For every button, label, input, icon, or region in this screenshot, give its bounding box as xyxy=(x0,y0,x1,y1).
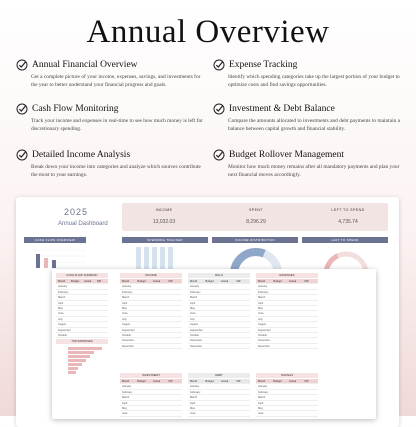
column-header: Month xyxy=(58,280,66,283)
feature-head xyxy=(16,59,206,71)
column-header: Diff xyxy=(97,280,101,283)
column-header: Month xyxy=(258,380,266,383)
sheet-table xyxy=(120,379,182,417)
column-header: Actual xyxy=(153,280,161,283)
month-cell: February xyxy=(258,290,269,294)
month-cell: February xyxy=(122,290,133,294)
column-header: Month xyxy=(190,280,198,283)
stat-value: 13,032.03 xyxy=(152,219,176,225)
top-expense-bar xyxy=(68,363,82,366)
stat-left-to-spend xyxy=(308,203,388,225)
month-cell: July xyxy=(190,317,195,321)
month-cell: March xyxy=(122,296,130,300)
month-cell: February xyxy=(258,390,269,394)
sheet-table xyxy=(188,279,250,349)
check-circle-icon xyxy=(16,103,28,115)
sheet-table xyxy=(188,379,250,417)
month-cell: June xyxy=(122,412,128,416)
spreadsheet-preview xyxy=(52,269,376,419)
feature-head xyxy=(16,103,206,115)
feature-item xyxy=(213,149,403,179)
month-cell: June xyxy=(122,312,128,316)
sheet-section-title: DEBT xyxy=(188,373,250,378)
feature-title: Annual Financial Overview xyxy=(32,60,138,70)
column-header: Diff xyxy=(168,380,173,383)
sheet-table xyxy=(256,379,318,417)
sheet-section-title: INCOME xyxy=(120,273,182,278)
month-cell: January xyxy=(122,385,132,389)
month-cell: April xyxy=(258,401,264,405)
feature-title: Cash Flow Monitoring xyxy=(32,104,119,114)
month-cell: August xyxy=(258,323,267,327)
page-title: Annual Overview xyxy=(86,14,330,50)
feature-head xyxy=(213,103,403,115)
month-cell: December xyxy=(190,344,202,348)
column-header: Month xyxy=(122,280,130,283)
month-cell: June xyxy=(258,412,264,416)
month-cell: November xyxy=(258,339,270,343)
month-cell: January xyxy=(58,285,68,289)
sheet-section-title: SAVINGS xyxy=(256,373,318,378)
sheet-section-title: TOP EXPENSES xyxy=(56,339,108,344)
month-cell: September xyxy=(58,328,71,332)
sheet-section-title: INVESTMENT xyxy=(120,373,182,378)
column-header: Diff xyxy=(236,380,241,383)
month-cell: November xyxy=(190,339,202,343)
top-expense-bar xyxy=(68,347,102,350)
column-header: Budget xyxy=(71,280,80,283)
sheet-table xyxy=(120,279,182,349)
column-header: Month xyxy=(258,280,266,283)
feature-description: Monitor how much money remains after all mandatory payments and plan your next financial moves accordingly. xyxy=(228,164,400,178)
column-header: Diff xyxy=(236,280,241,283)
panel-left-to-spend: LEFT TO SPEND xyxy=(302,237,388,243)
column-header: Actual xyxy=(221,380,229,383)
month-cell: April xyxy=(190,301,196,305)
table-row xyxy=(120,344,182,349)
table-row xyxy=(188,411,250,416)
dashboard-year: 2025 xyxy=(64,207,89,217)
month-cell: October xyxy=(58,333,68,337)
sheet-section-title: CASH FLOW SUMMARY xyxy=(56,273,108,278)
check-circle-icon xyxy=(213,103,225,115)
feature-item xyxy=(16,149,206,179)
spending-tracker-bars xyxy=(136,247,200,269)
top-expense-bar xyxy=(68,367,78,370)
month-cell: April xyxy=(122,401,128,405)
column-header: Actual xyxy=(221,280,229,283)
month-cell: September xyxy=(190,328,203,332)
stat-spent xyxy=(216,203,296,225)
month-cell: November xyxy=(122,339,134,343)
month-cell: May xyxy=(58,306,63,310)
sheet-section-title: EXPENSES xyxy=(256,273,318,278)
month-cell: August xyxy=(122,323,131,327)
month-cell: July xyxy=(122,317,127,321)
month-cell: May xyxy=(258,306,263,310)
stat-value: 8,296.29 xyxy=(246,219,266,225)
cash-flow-chart xyxy=(24,246,86,268)
table-row xyxy=(256,411,318,416)
stat-label: INCOME xyxy=(155,208,173,212)
month-cell: May xyxy=(190,406,195,410)
month-cell: January xyxy=(190,285,200,289)
month-cell: January xyxy=(122,285,132,289)
month-cell: May xyxy=(122,406,127,410)
dashboard-name: Annual Dashboard xyxy=(58,221,108,227)
month-cell: March xyxy=(258,396,266,400)
month-cell: February xyxy=(58,290,69,294)
month-cell: July xyxy=(258,317,263,321)
table-row xyxy=(120,411,182,416)
month-cell: February xyxy=(190,390,201,394)
feature-head xyxy=(16,149,206,161)
feature-title: Budget Rollover Management xyxy=(229,150,345,160)
feature-description: Compare the amounts allocated to investments and debt payments to maintain a balance between capital growth and financial stability. xyxy=(228,118,401,132)
feature-title: Detailed Income Analysis xyxy=(32,150,131,160)
month-cell: March xyxy=(190,296,198,300)
top-expense-bar xyxy=(68,359,86,362)
column-header: Budget xyxy=(137,280,146,283)
top-expense-bar xyxy=(68,371,76,374)
panel-cash-flow: CASH FLOW OVERVIEW xyxy=(24,237,86,243)
column-header: Diff xyxy=(304,280,309,283)
month-cell: August xyxy=(58,323,67,327)
stat-value: 4,735.74 xyxy=(338,219,358,225)
month-cell: October xyxy=(190,333,200,337)
feature-head xyxy=(213,59,403,71)
check-circle-icon xyxy=(16,149,28,161)
month-cell: April xyxy=(258,301,264,305)
feature-item xyxy=(213,103,403,133)
feature-description: Get a complete picture of your income, expenses, savings, and investments for the year to better understand your financial progress and goals. xyxy=(31,74,201,88)
column-header: Actual xyxy=(84,280,92,283)
month-cell: June xyxy=(190,312,196,316)
check-circle-icon xyxy=(213,59,225,71)
month-cell: May xyxy=(122,306,127,310)
month-cell: July xyxy=(58,317,63,321)
feature-title: Expense Tracking xyxy=(229,60,298,70)
feature-head xyxy=(213,149,403,161)
feature-title: Investment & Debt Balance xyxy=(229,104,335,114)
month-cell: May xyxy=(258,406,263,410)
column-header: Diff xyxy=(304,380,309,383)
month-cell: February xyxy=(190,290,201,294)
column-header: Budget xyxy=(205,280,214,283)
month-cell: January xyxy=(258,285,268,289)
month-cell: May xyxy=(190,306,195,310)
month-cell: March xyxy=(258,296,266,300)
month-cell: April xyxy=(122,301,128,305)
feature-description: Track your income and expenses in real-time to see how much money is left for discretionary spending. xyxy=(31,118,203,132)
month-cell: February xyxy=(122,390,133,394)
stat-label: SPENT xyxy=(249,208,263,212)
column-header: Diff xyxy=(168,280,173,283)
check-circle-icon xyxy=(16,59,28,71)
column-header: Actual xyxy=(289,380,297,383)
panel-income-dist: INCOME DISTRIBUTION xyxy=(212,237,298,243)
check-circle-icon xyxy=(213,149,225,161)
column-header: Actual xyxy=(153,380,161,383)
month-cell: June xyxy=(58,312,64,316)
stat-income xyxy=(124,203,204,225)
sheet-section-title: BILLS xyxy=(188,273,250,278)
table-row xyxy=(56,333,108,338)
month-cell: December xyxy=(122,344,134,348)
month-cell: March xyxy=(190,396,198,400)
month-cell: January xyxy=(258,385,268,389)
column-header: Budget xyxy=(205,380,214,383)
feature-item xyxy=(16,103,206,133)
sheet-table xyxy=(56,279,108,338)
month-cell: September xyxy=(122,328,135,332)
month-cell: April xyxy=(190,401,196,405)
column-header: Budget xyxy=(137,380,146,383)
sheet-table xyxy=(256,279,318,349)
month-cell: January xyxy=(190,385,200,389)
top-expense-bar xyxy=(68,355,90,358)
feature-item xyxy=(213,59,403,89)
month-cell: April xyxy=(58,301,64,305)
month-cell: December xyxy=(258,344,270,348)
column-header: Month xyxy=(122,380,130,383)
stat-label: LEFT TO SPEND xyxy=(331,208,365,212)
column-header: Month xyxy=(190,380,198,383)
panel-spending: SPENDING TRACKER xyxy=(122,237,208,243)
month-cell: March xyxy=(122,396,130,400)
column-header: Actual xyxy=(289,280,297,283)
column-header: Budget xyxy=(273,380,282,383)
month-cell: October xyxy=(258,333,268,337)
month-cell: October xyxy=(122,333,132,337)
feature-item xyxy=(16,59,206,89)
table-row xyxy=(256,344,318,349)
column-header: Budget xyxy=(273,280,282,283)
month-cell: September xyxy=(258,328,271,332)
month-cell: August xyxy=(190,323,199,327)
feature-description: Break down your income into categories and analyze which sources contribute the most to your earnings. xyxy=(31,164,201,178)
stats-bar xyxy=(122,203,388,231)
month-cell: June xyxy=(258,312,264,316)
top-expense-bar xyxy=(68,351,94,354)
month-cell: June xyxy=(190,412,196,416)
table-row xyxy=(188,344,250,349)
month-cell: March xyxy=(58,296,66,300)
feature-description: Identify which spending categories take up the largest portion of your budget to optimize costs and find savings opportunities. xyxy=(228,74,400,88)
